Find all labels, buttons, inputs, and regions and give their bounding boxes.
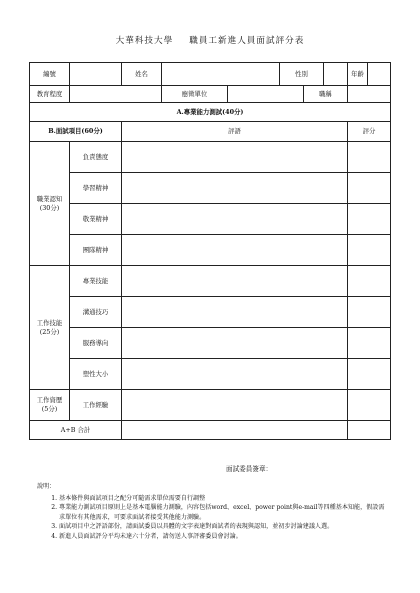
- name-field[interactable]: [162, 63, 280, 86]
- table-row: [30, 173, 391, 204]
- score-cell[interactable]: [348, 390, 391, 421]
- item-label: 學習精神: [70, 173, 122, 204]
- group-label-cell: [30, 266, 70, 390]
- note-item: 2. 專業能力測試項目原則上是基本電腦能力測驗，內容包括word、excel、power point與e-mail等四種基本知能，假設需求單位有其他需求，可要求面試者接受其他能力測驗。: [59, 503, 387, 522]
- notes-list: [37, 494, 387, 542]
- group-name: 工作技能: [36, 318, 63, 327]
- comment-cell[interactable]: [122, 235, 348, 266]
- row-total: [30, 421, 391, 440]
- school-name: 大華科技大學: [115, 36, 174, 46]
- table-row: [30, 297, 391, 328]
- comment-cell[interactable]: [122, 173, 348, 204]
- total-score-cell[interactable]: [348, 421, 391, 440]
- notes-section: [37, 482, 387, 542]
- row-section-b-header: [30, 122, 391, 142]
- table-row: [30, 359, 391, 390]
- id-field[interactable]: [70, 63, 122, 86]
- row-basic-info: [30, 63, 391, 86]
- note-item: 1. 基本條件與面試項目之配分可隨需求單位需要自行調整: [59, 494, 387, 504]
- section-b-label: B.面試項目(60分): [30, 122, 122, 142]
- comment-cell[interactable]: [122, 390, 348, 421]
- group-points: (5分): [41, 405, 58, 413]
- group-points: (30分): [39, 203, 60, 212]
- score-cell[interactable]: [348, 204, 391, 235]
- score-cell[interactable]: [348, 359, 391, 390]
- group-label-cell: [30, 390, 70, 421]
- table-row: [30, 142, 391, 173]
- unit-field[interactable]: [228, 86, 304, 103]
- age-label: 年齡: [348, 63, 368, 86]
- table-row: [30, 390, 391, 421]
- comment-cell[interactable]: [122, 266, 348, 297]
- education-field[interactable]: [70, 86, 162, 103]
- score-cell[interactable]: [348, 266, 391, 297]
- comment-cell[interactable]: [122, 359, 348, 390]
- signature-label: 面試委員簽章：: [226, 465, 273, 473]
- group-label-cell: [30, 142, 70, 266]
- position-label: 職稱: [304, 86, 348, 103]
- item-label: 敬業精神: [70, 204, 122, 235]
- score-cell[interactable]: [348, 235, 391, 266]
- group-points: (25分): [39, 327, 60, 336]
- row-section-a: [30, 103, 391, 122]
- score-cell[interactable]: [348, 297, 391, 328]
- form-name: 職員工新進人員面試評分表: [189, 36, 305, 46]
- item-label: 溝通技巧: [70, 297, 122, 328]
- evaluation-form-table: [29, 62, 391, 440]
- row-education: [30, 86, 391, 103]
- item-label: 負責態度: [70, 142, 122, 173]
- total-comment-cell[interactable]: [122, 421, 348, 440]
- table-row: [30, 266, 391, 297]
- comment-cell[interactable]: [122, 297, 348, 328]
- score-cell[interactable]: [348, 142, 391, 173]
- gender-label: 性別: [280, 63, 324, 86]
- page-title: [0, 34, 420, 46]
- item-label: 塑性大小: [70, 359, 122, 390]
- score-header: 評分: [348, 122, 391, 142]
- score-cell[interactable]: [348, 173, 391, 204]
- comment-header: 評語: [122, 122, 348, 142]
- unit-label: 應徵單位: [162, 86, 228, 103]
- table-row: [30, 328, 391, 359]
- gender-field[interactable]: [324, 63, 348, 86]
- age-field[interactable]: [368, 63, 391, 86]
- total-label: A+B 合計: [30, 421, 122, 440]
- section-a-label: A.專業能力測試(40分): [30, 103, 391, 122]
- item-label: 工作經驗: [70, 390, 122, 421]
- note-item: 4. 新進人員面試評分平均未達六十分者，請勿送人事評審委員會討論。: [59, 532, 387, 542]
- comment-cell[interactable]: [122, 204, 348, 235]
- group-name: 工作資歷: [36, 396, 63, 405]
- item-label: 服務導向: [70, 328, 122, 359]
- score-cell[interactable]: [348, 328, 391, 359]
- item-label: 專業技能: [70, 266, 122, 297]
- position-field[interactable]: [348, 86, 391, 103]
- id-label: 編號: [30, 63, 70, 86]
- notes-heading: 說明：: [37, 483, 56, 490]
- item-label: 團隊精神: [70, 235, 122, 266]
- group-name: 職業認知: [36, 194, 63, 203]
- comment-cell[interactable]: [122, 328, 348, 359]
- education-label: 教育程度: [30, 86, 70, 103]
- name-label: 姓名: [122, 63, 162, 86]
- note-item: 3. 面試項目中之評語部份，請面試委員以具體的文字表達對面試者的表現與認知，並初步討論建議人選。: [59, 522, 387, 532]
- table-row: [30, 235, 391, 266]
- comment-cell[interactable]: [122, 142, 348, 173]
- table-row: [30, 204, 391, 235]
